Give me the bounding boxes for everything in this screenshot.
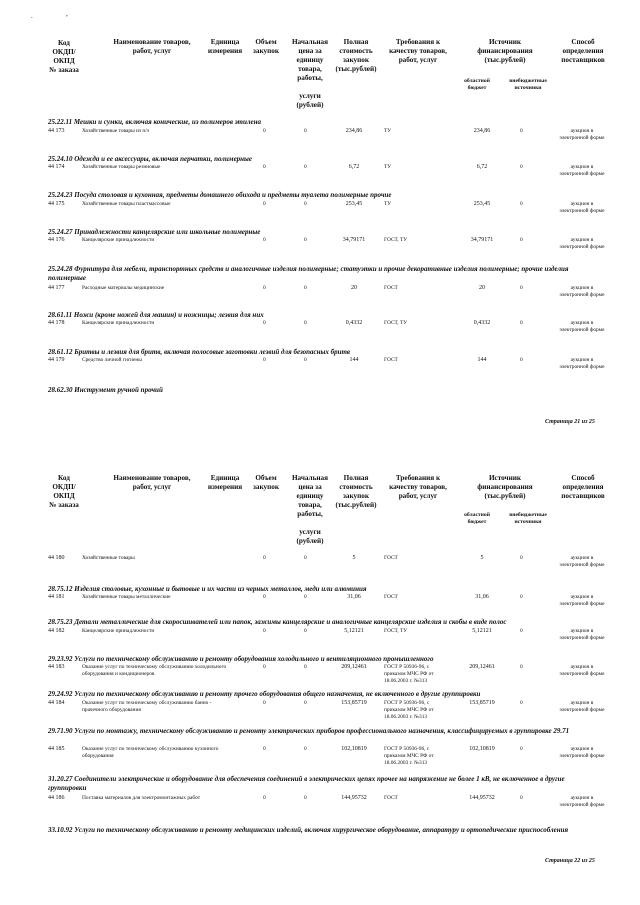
section-code: 28.61.11	[48, 311, 73, 319]
section-heading	[48, 727, 588, 736]
row-price: 0	[304, 237, 307, 243]
row-number: 44 177	[48, 285, 65, 291]
row-name: Хозяйственные товары пластмассовые	[82, 201, 171, 207]
row-price: 0	[304, 164, 307, 170]
header-regional: областной бюджет	[464, 512, 490, 525]
section-title: Услуги по техническому обслуживанию и ремонту прочего оборудования общего назначения, не включенного в другие группировки	[74, 690, 481, 698]
section-heading	[48, 118, 588, 127]
row-number: 44 185	[48, 746, 65, 752]
row-name: Оказание услуг по техническому обслуживанию кухонного оборудования	[82, 746, 219, 759]
row-method: аукцион в электронной форме	[559, 357, 605, 370]
row-regional: 102,10819	[469, 746, 495, 752]
section-heading	[48, 228, 588, 237]
row-total: 253,45	[345, 201, 363, 207]
row-method: аукцион в электронной форме	[559, 746, 605, 759]
row-requirements: ГОСТ Р 50936-96, с приказом МЧС РФ от 18.06.2003 г. №313	[384, 700, 434, 720]
row-number: 44 178	[48, 320, 65, 326]
section-heading	[48, 690, 588, 699]
row-requirements: ТУ	[384, 164, 392, 170]
row-name: Расходные материалы медицинские	[82, 285, 165, 291]
row-regional: 144	[477, 357, 487, 363]
row-requirements: ГОСТ	[384, 594, 398, 600]
section-code: 29.24.92	[48, 690, 73, 698]
row-volume: 0	[263, 594, 266, 600]
row-regional: 6,72	[476, 164, 488, 170]
table-row	[0, 164, 640, 194]
header-start-price: Начальная цена за единицу товара, работы, услуги (рублей)	[291, 38, 329, 109]
row-number: 44 173	[48, 128, 65, 134]
row-volume: 0	[263, 320, 266, 326]
row-price: 0	[304, 628, 307, 634]
section-title: Принадлежности канцелярские или школьные полимерные	[74, 228, 261, 236]
row-regional: 153,85719	[469, 700, 495, 706]
row-number: 44 184	[48, 700, 65, 706]
row-regional: 34,79171	[470, 237, 494, 243]
section-title: Бритвы и лезвия для бритв, включая полосовые заготовки лезвий для безопасных бритв	[74, 348, 351, 356]
row-total: 34,79171	[342, 237, 366, 243]
scan-mark-comma: ,	[66, 10, 68, 18]
row-volume: 0	[263, 285, 266, 291]
row-name: Оказание услуг по техническому обслуживанию банно - прачечного оборудования	[82, 700, 212, 713]
row-total: 234,86	[345, 128, 363, 134]
row-regional: 253,45	[473, 201, 491, 207]
row-method: аукцион в электронной форме	[559, 555, 605, 568]
header-start-price: Начальная цена за единицу товара, работы, услуги (рублей)	[291, 474, 329, 545]
row-regional: 144,95732	[469, 795, 495, 801]
table-row	[0, 795, 640, 825]
row-number: 44 176	[48, 237, 65, 243]
row-regional: 5,12121	[472, 628, 492, 634]
row-volume: 0	[263, 628, 266, 634]
section-title: Соединители электрические и оборудование для обеспечения соединений в электрических цепях прочее на напряжение не более 1 кВ, не включенное в другие группировки	[48, 775, 565, 792]
row-extra: 0	[520, 594, 523, 600]
section-heading	[48, 191, 588, 200]
row-requirements: ТУ	[384, 128, 392, 134]
row-total: 144	[349, 357, 359, 363]
row-volume: 0	[263, 237, 266, 243]
row-price: 0	[304, 664, 307, 670]
row-volume: 0	[263, 664, 266, 670]
row-regional: 209,12461	[469, 664, 495, 670]
row-method: аукцион в электронной форме	[559, 664, 605, 677]
header-extra: внебюджетные источники	[509, 78, 547, 91]
section-title: Фурнитура для мебели, транспортных средств и аналогичные изделия полимерные; статуэтки и прочие декоративные изделия полимерные; прочие изделия полимерные	[48, 265, 569, 282]
row-method: аукцион в электронной форме	[559, 201, 605, 214]
section-code: 29.71.90	[48, 727, 73, 735]
row-total: 153,85719	[341, 700, 367, 706]
row-volume: 0	[263, 746, 266, 752]
row-requirements: ГОСТ	[384, 357, 398, 363]
table-row	[0, 555, 640, 585]
header-unit: Единица измерения	[207, 474, 243, 491]
header-volume: Объем закупок	[253, 38, 279, 55]
row-regional: 20	[479, 285, 485, 291]
row-number: 44 181	[48, 594, 65, 600]
section-title: Мешки и сумки, включая конические, из полимеров этилена	[73, 118, 261, 126]
row-name: Хозяйственные товары резиновые	[82, 164, 161, 170]
section-code: 28.75.23	[48, 618, 73, 626]
row-extra: 0	[520, 555, 523, 561]
row-price: 0	[304, 700, 307, 706]
row-volume: 0	[263, 700, 266, 706]
page-number-22: Страница 22 из 25	[545, 858, 595, 864]
row-regional: 31,06	[475, 594, 489, 600]
section-title: Одежда и ее аксессуары, включая перчатки, полимерные	[74, 155, 253, 163]
row-extra: 0	[520, 664, 523, 670]
header-name: Наименование товаров, работ, услуг	[113, 474, 191, 491]
table-row	[0, 700, 640, 730]
row-requirements: ГОСТ	[384, 555, 398, 561]
table-row	[0, 320, 640, 350]
row-price: 0	[304, 285, 307, 291]
row-number: 44 174	[48, 164, 65, 170]
table-row	[0, 746, 640, 776]
row-requirements: ГОСТ, ТУ	[384, 628, 408, 634]
row-extra: 0	[520, 164, 523, 170]
row-total: 5,12121	[344, 628, 364, 634]
row-number: 44 183	[48, 664, 65, 670]
section-title: Детали металлические для скоросшивателей или папок, зажимы канцелярские и аналогичные канцелярские изделия и скобы в виде полос	[74, 618, 507, 626]
row-total: 31,06	[347, 594, 361, 600]
header-method: Способ определения поставщиков	[561, 38, 605, 64]
row-number: 44 180	[48, 555, 65, 561]
row-price: 0	[304, 320, 307, 326]
row-volume: 0	[263, 201, 266, 207]
row-number: 44 182	[48, 628, 65, 634]
section-title: Услуги по техническому обслуживанию и ремонту медицинских изделий, включая хирургическое оборудование, аппаратуру и ортопедические приспособления	[74, 826, 569, 834]
row-method: аукцион в электронной форме	[559, 285, 605, 298]
header-regional: областной бюджет	[464, 78, 490, 91]
row-name: Хозяйственные товары из п/э	[82, 128, 150, 134]
section-title: Услуги по монтажу, техническому обслуживанию и ремонту электрических приборов профессионального назначения, классифицируемых в группировке 29.71	[74, 727, 570, 735]
table-row	[0, 357, 640, 387]
section-title: Посуда столовая и кухонная, предметы домашнего обихода и предметы туалета полимерные прочие	[74, 191, 392, 199]
row-name: Канцелярские принадлежности	[82, 628, 155, 634]
row-price: 0	[304, 128, 307, 134]
row-price: 0	[304, 555, 307, 561]
row-method: аукцион в электронной форме	[559, 320, 605, 333]
row-volume: 0	[263, 164, 266, 170]
header-requirements: Требования к качеству товаров, работ, услуг	[389, 38, 447, 64]
header-code: Код ОКДП/ ОКПД № заказа	[49, 474, 79, 509]
section-code: 29.23.92	[48, 655, 73, 663]
row-name: Канцелярские принадлежности	[82, 237, 155, 243]
section-code: 28.61.12	[48, 348, 73, 356]
row-method: аукцион в электронной форме	[559, 628, 605, 641]
row-name: Хозяйственные товары	[82, 555, 135, 561]
row-requirements: ГОСТ Р 50936-96, с приказом МЧС РФ от 18.06.2003 г. №313	[384, 746, 434, 766]
row-number: 44 179	[48, 357, 65, 363]
row-name: Оказание услуг по техническому обслуживанию холодильного оборудования и кондиционеров	[82, 664, 227, 677]
section-heading	[48, 585, 588, 594]
row-method: аукцион в электронной форме	[559, 700, 605, 713]
section-code: 31.20.27	[48, 775, 73, 783]
row-regional: 5	[480, 555, 484, 561]
row-total: 144,95732	[341, 795, 367, 801]
header-volume: Объем закупок	[253, 474, 279, 491]
row-requirements: ГОСТ, ТУ	[384, 237, 408, 243]
row-method: аукцион в электронной форме	[559, 594, 605, 607]
scan-mark-dot: .	[31, 12, 33, 20]
row-total: 0,4332	[345, 320, 363, 326]
section-heading	[48, 348, 588, 357]
row-extra: 0	[520, 628, 523, 634]
section-code: 28.75.12	[48, 585, 73, 593]
section-title: Изделия столовые, кухонные и бытовые и их части из черных металлов, меди или алюминия	[74, 585, 367, 593]
table-row	[0, 628, 640, 658]
row-extra: 0	[520, 746, 523, 752]
row-method: аукцион в электронной форме	[559, 795, 605, 808]
row-price: 0	[304, 746, 307, 752]
header-total: Полная стоимость закупок (тыс.рублей)	[335, 474, 377, 509]
section-title: Инструмент ручной прочий	[74, 386, 163, 394]
row-price: 0	[304, 357, 307, 363]
row-requirements: ГОСТ Р 50936-96, с приказом МЧС РФ от 18.06.2003 г. №313	[384, 664, 434, 684]
row-name: Средство личной гигиены	[82, 357, 142, 363]
row-volume: 0	[263, 357, 266, 363]
row-regional: 234,86	[473, 128, 491, 134]
section-heading	[48, 265, 588, 283]
header-unit: Единица измерения	[207, 38, 243, 55]
row-requirements: ГОСТ	[384, 285, 398, 291]
table-row	[0, 201, 640, 231]
header-code: Код ОКДП/ ОКПД № заказа	[49, 39, 79, 74]
row-number: 44 175	[48, 201, 65, 207]
row-number: 44 186	[48, 795, 65, 801]
row-extra: 0	[520, 700, 523, 706]
row-volume: 0	[263, 555, 266, 561]
section-heading	[48, 826, 588, 835]
section-heading	[48, 311, 588, 320]
row-volume: 0	[263, 128, 266, 134]
row-price: 0	[304, 594, 307, 600]
header-name: Наименование товаров, работ, услуг	[113, 38, 191, 55]
row-price: 0	[304, 795, 307, 801]
section-code: 33.10.92	[48, 826, 73, 834]
row-method: аукцион в электронной форме	[559, 237, 605, 250]
row-extra: 0	[520, 357, 523, 363]
header-requirements: Требования к качеству товаров, работ, услуг	[389, 474, 447, 500]
row-regional: 0,4332	[473, 320, 491, 326]
row-extra: 0	[520, 285, 523, 291]
row-requirements: ГОСТ	[384, 795, 398, 801]
header-method: Способ определения поставщиков	[561, 474, 605, 500]
section-heading	[48, 386, 588, 395]
row-name: Канцелярские принадлежности	[82, 320, 155, 326]
table-row	[0, 128, 640, 158]
section-heading	[48, 618, 588, 627]
row-name: Хозяйственные товары металлические	[82, 594, 171, 600]
row-extra: 0	[520, 201, 523, 207]
row-extra: 0	[520, 128, 523, 134]
row-total: 5	[352, 555, 356, 561]
row-total: 209,12461	[341, 664, 367, 670]
section-heading	[48, 655, 588, 664]
section-title: Ножи (кроме ножей для машин) и ножницы; лезвия для них	[73, 311, 264, 319]
table-row	[0, 237, 640, 267]
row-name: Поставка материалов для электромонтажных работ	[82, 795, 201, 801]
row-method: аукцион в электронной форме	[559, 164, 605, 177]
header-funding: Источник финансирования (тыс.рублей)	[477, 38, 533, 64]
section-code: 25.24.10	[48, 155, 73, 163]
section-title: Услуги по техническому обслуживанию и ремонту оборудования холодильного и вентиляционного промышленного	[74, 655, 434, 663]
section-code: 25.24.28	[48, 265, 73, 273]
row-total: 102,10819	[341, 746, 367, 752]
header-total: Полная стоимость закупок (тыс.рублей)	[335, 38, 377, 73]
row-extra: 0	[520, 237, 523, 243]
row-requirements: ТУ	[384, 201, 392, 207]
row-volume: 0	[263, 795, 266, 801]
page-number-21: Страница 21 из 25	[545, 419, 595, 425]
header-extra: внебюджетные источники	[509, 512, 547, 525]
section-code: 25.24.23	[48, 191, 73, 199]
row-method: аукцион в электронной форме	[559, 128, 605, 141]
section-code: 25.24.27	[48, 228, 73, 236]
row-extra: 0	[520, 320, 523, 326]
section-heading	[48, 155, 588, 164]
row-requirements: ГОСТ, ТУ	[384, 320, 408, 326]
section-code: 25.22.11	[48, 118, 73, 126]
row-total: 20	[351, 285, 357, 291]
row-extra: 0	[520, 795, 523, 801]
section-code: 28.62.30	[48, 386, 73, 394]
header-funding: Источник финансирования (тыс.рублей)	[477, 474, 533, 500]
section-heading	[48, 775, 588, 793]
row-total: 6,72	[348, 164, 360, 170]
row-price: 0	[304, 201, 307, 207]
